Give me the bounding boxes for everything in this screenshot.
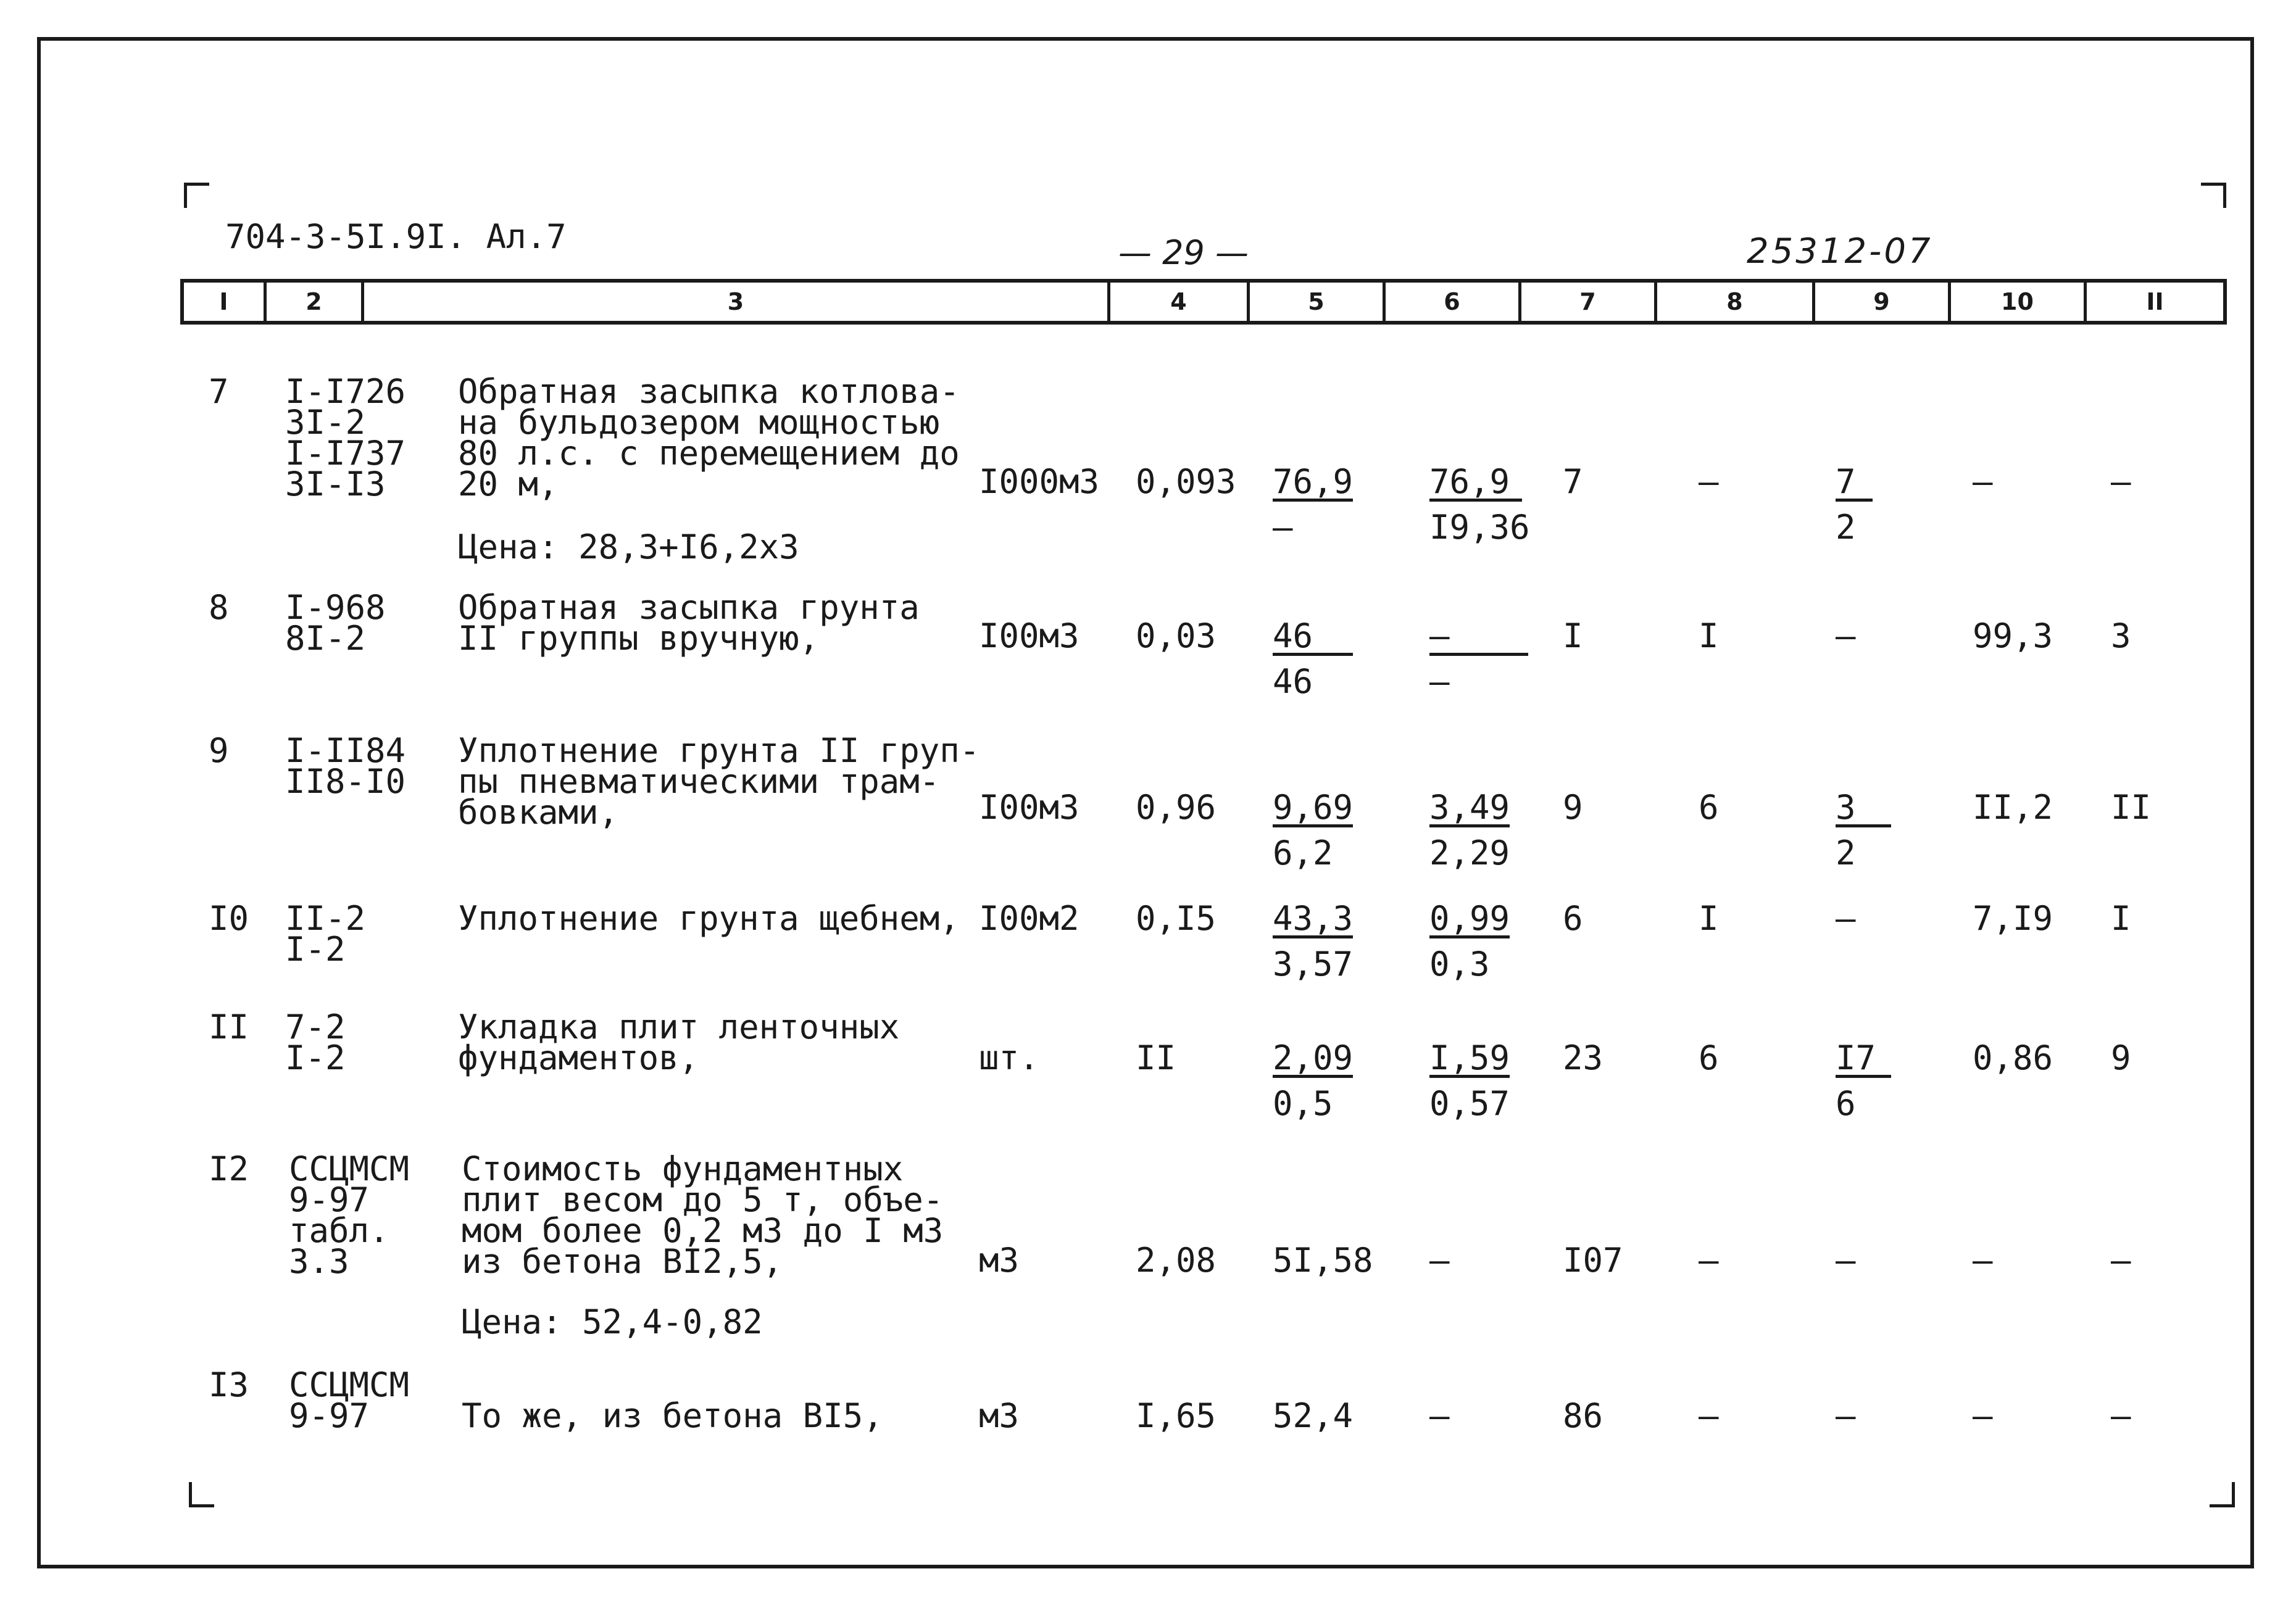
col8: 6 [1699, 788, 1719, 827]
column-number-bar [180, 279, 2227, 325]
col9-bottom: 2 [1836, 508, 1856, 547]
unit: I00м3 [979, 616, 1079, 655]
column-number: 7 [1518, 283, 1654, 321]
norm-code: I-968 8I-2 [285, 588, 386, 658]
column-number: 10 [1948, 283, 2084, 321]
col10: II,2 [1973, 788, 2053, 827]
crop-mark-bottom-left [189, 1482, 214, 1507]
price-note: Цена: 28,3+I6,2x3 [458, 528, 799, 566]
unit: шт. [979, 1038, 1039, 1077]
col11: – [2111, 1396, 2131, 1435]
column-number: 5 [1247, 283, 1383, 321]
col7: 23 [1563, 1038, 1603, 1077]
crop-mark-top-right [2201, 183, 2226, 208]
col5-bottom: 46 [1273, 662, 1313, 701]
col9-top: – [1836, 1241, 1856, 1280]
col5-bottom: 0,5 [1273, 1084, 1333, 1123]
norm-code: ССЦМСМ 9-97 табл. 3.3 [289, 1149, 410, 1281]
col5-top: 2,09 [1273, 1038, 1354, 1077]
quantity: 2,08 [1136, 1241, 1217, 1280]
quantity: 0,03 [1136, 616, 1217, 655]
unit: м3 [979, 1241, 1020, 1280]
col7: I07 [1563, 1241, 1623, 1280]
column-number: 9 [1812, 283, 1948, 321]
work-description: Стоимость фундаментных плит весом до 5 т, объе- мом более 0,2 м3 до I м3 из бетона BI2,5, [462, 1149, 944, 1281]
col9-top: – [1836, 1396, 1856, 1435]
col6-top: – [1429, 1396, 1450, 1435]
col6-top: 0,99 [1429, 899, 1510, 938]
col5-top: 5I,58 [1273, 1241, 1373, 1280]
col8: – [1699, 1396, 1719, 1435]
col5-bottom: – [1273, 508, 1293, 547]
row-number: I3 [209, 1365, 249, 1404]
work-description: Укладка плит ленточных фундаментов, [458, 1008, 900, 1077]
col11: I [2111, 899, 2131, 938]
col7: 6 [1563, 899, 1583, 938]
registration-number: 25312-07 [1747, 231, 1933, 271]
unit: I000м3 [979, 462, 1100, 501]
unit: I00м3 [979, 788, 1079, 827]
col10: – [1973, 1396, 1993, 1435]
col10: 7,I9 [1973, 899, 2053, 938]
col11: – [2111, 462, 2131, 501]
price-note: Цена: 52,4-0,82 [462, 1303, 763, 1341]
quantity: 0,093 [1136, 462, 1236, 501]
col9-top: – [1836, 616, 1856, 655]
row-number: II [209, 1008, 249, 1046]
col6-top: – [1429, 1241, 1450, 1280]
col6-top: I,59 [1429, 1038, 1510, 1077]
crop-mark-top-left [184, 183, 209, 208]
col5-top: 43,3 [1273, 899, 1354, 938]
col5-top: 46 [1273, 621, 1353, 656]
col7: 9 [1563, 788, 1583, 827]
document-code: 704-3-5I.9I. Ал.7 [225, 217, 567, 256]
col6-top: 3,49 [1429, 788, 1510, 827]
work-description: Обратная засыпка грунта II группы вручную, [458, 588, 920, 658]
col10: – [1973, 462, 1993, 501]
col6-bottom: 0,3 [1429, 945, 1490, 984]
norm-code: I-II84 II8-I0 [285, 731, 406, 801]
page-number: — 29 — [1118, 233, 1249, 272]
col6-bottom: – [1429, 662, 1450, 701]
col6-bottom: I9,36 [1429, 508, 1530, 547]
col5-top: 76,9 [1273, 462, 1354, 501]
col9-bottom: 6 [1836, 1084, 1856, 1123]
row-number: 7 [209, 372, 229, 411]
col9-top: I7 [1836, 1043, 1891, 1078]
col7: I [1563, 616, 1583, 655]
column-number: 2 [264, 283, 361, 321]
col11: 9 [2111, 1038, 2131, 1077]
row-number: I0 [209, 899, 249, 938]
col10: – [1973, 1241, 1993, 1280]
col7: 86 [1563, 1396, 1603, 1435]
row-number: 8 [209, 588, 229, 627]
norm-code: II-2 I-2 [285, 899, 366, 969]
work-description: Уплотнение грунта II груп- пы пневматическими трам- бовками, [458, 731, 980, 832]
column-number: 3 [361, 283, 1107, 321]
quantity: 0,96 [1136, 788, 1217, 827]
col8: I [1699, 899, 1719, 938]
col6-bottom: 0,57 [1429, 1084, 1510, 1123]
norm-code: I-I726 3I-2 I-I737 3I-I3 [285, 372, 406, 503]
col8: – [1699, 1241, 1719, 1280]
col7: 7 [1563, 462, 1583, 501]
norm-code: 7-2 I-2 [285, 1008, 346, 1077]
unit: м3 [979, 1396, 1020, 1435]
work-description: То же, из бетона BI5, [462, 1396, 883, 1435]
quantity: I,65 [1136, 1396, 1217, 1435]
unit: I00м2 [979, 899, 1079, 938]
work-description: Обратная засыпка котлова- на бульдозером мощностью 80 л.с. с перемещением до 20 м, [458, 372, 960, 503]
col9-bottom: 2 [1836, 834, 1856, 872]
col9-top: – [1836, 899, 1856, 938]
column-number: 4 [1107, 283, 1247, 321]
col5-top: 9,69 [1273, 788, 1354, 827]
quantity: 0,I5 [1136, 899, 1217, 938]
col9-top: 7 [1836, 466, 1873, 502]
col6-top: 76,9 [1429, 466, 1522, 502]
col5-bottom: 3,57 [1273, 945, 1354, 984]
row-number: I2 [209, 1149, 249, 1188]
col10: 0,86 [1973, 1038, 2053, 1077]
column-number: 6 [1383, 283, 1518, 321]
col10: 99,3 [1973, 616, 2053, 655]
col11: II [2111, 788, 2152, 827]
col6-top: – [1429, 621, 1528, 656]
col5-top: 52,4 [1273, 1396, 1354, 1435]
col5-bottom: 6,2 [1273, 834, 1333, 872]
row-number: 9 [209, 731, 229, 770]
col6-bottom: 2,29 [1429, 834, 1510, 872]
col8: I [1699, 616, 1719, 655]
col8: – [1699, 462, 1719, 501]
column-number: I [219, 288, 228, 315]
col11: – [2111, 1241, 2131, 1280]
quantity: II [1136, 1038, 1176, 1077]
work-description: Уплотнение грунта щебнем, [458, 899, 960, 938]
crop-mark-bottom-right [2210, 1482, 2235, 1507]
col8: 6 [1699, 1038, 1719, 1077]
col9-top: 3 [1836, 792, 1891, 827]
column-number: II [2084, 283, 2223, 321]
col11: 3 [2111, 616, 2131, 655]
norm-code: ССЦМСМ 9-97 [289, 1365, 410, 1435]
column-number: 8 [1654, 283, 1812, 321]
